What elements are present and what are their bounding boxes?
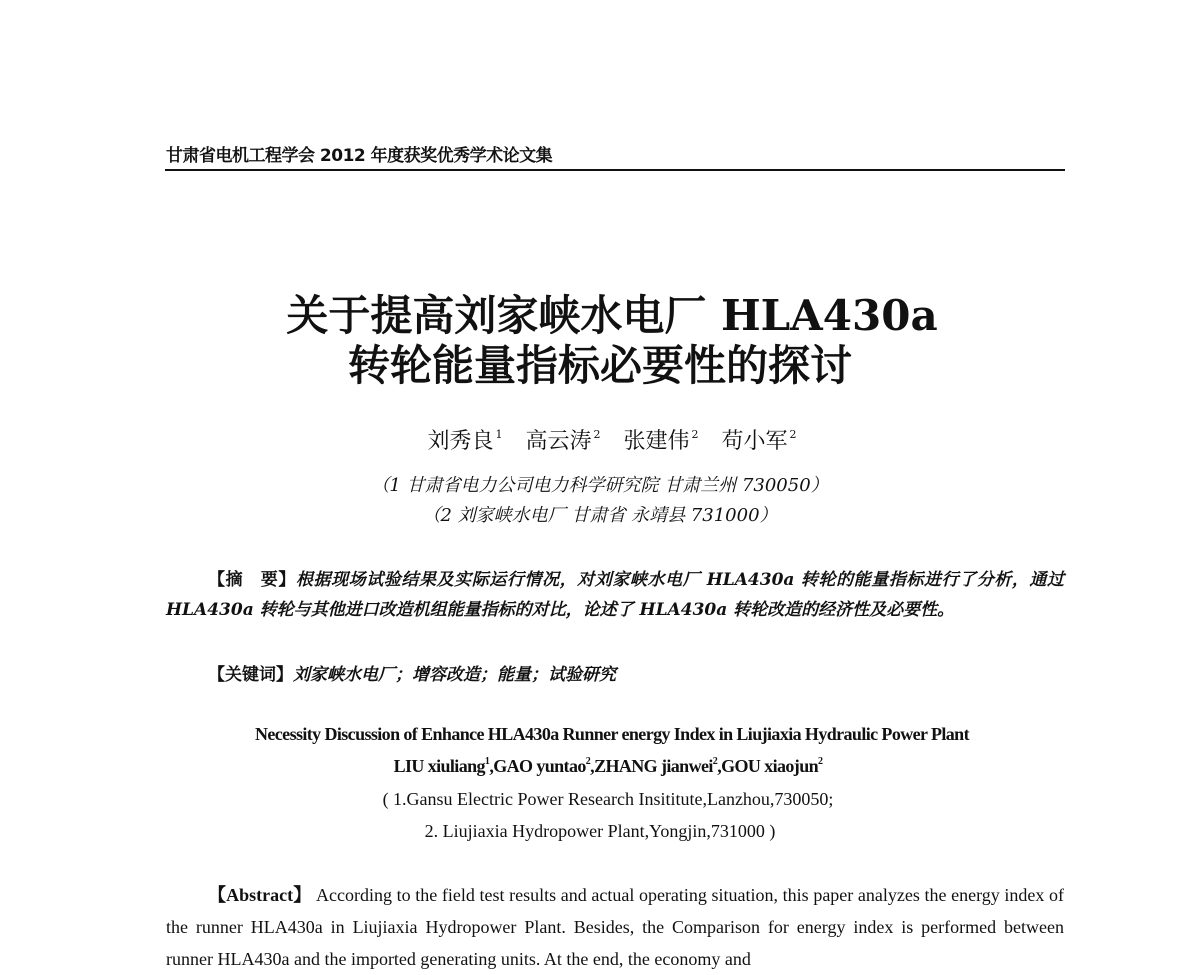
english-author-affil-mark: 2	[712, 756, 718, 767]
affiliation-2: （2 刘家峡水电厂 甘肃省 永靖县 731000）	[422, 505, 778, 526]
english-author-affil-mark: 2	[585, 756, 591, 767]
english-affiliation-2: 2. Liujiaxia Hydropower Plant,Yongjin,731000 )	[424, 821, 776, 841]
english-affiliation-1: ( 1.Gansu Electric Power Research Insititute,Lanzhou,730050;	[382, 789, 834, 809]
author-name: 高云涛	[525, 429, 592, 454]
author-affil-mark: 1	[495, 428, 503, 441]
author	[525, 429, 600, 454]
author-name: 苟小军	[721, 429, 788, 454]
english-author-name: LIU xiuliang	[393, 756, 485, 776]
english-abstract-label: 【Abstract】	[208, 885, 312, 905]
abstract-text: 根据现场试验结果及实际运行情况，对刘家峡水电厂 HLA430a 转轮的能量指标进行了分析，通过 HLA430a 转轮与其他进口改造机组能量指标的对比，论述了 HLA430a 转轮改造的经济性及必要性。	[166, 570, 1065, 620]
keywords-label: 【关键词】	[208, 665, 293, 685]
paper-title-line-2: 转轮能量指标必要性的探讨	[347, 341, 852, 390]
author-name: 张建伟	[623, 429, 690, 454]
chinese-abstract	[166, 565, 1064, 625]
affiliation-1: （1 甘肃省电力公司电力科学研究院 甘肃兰州 730050）	[371, 475, 829, 496]
english-abstract	[166, 879, 1064, 975]
author-affil-mark: 2	[789, 428, 797, 441]
author-affil-mark: 2	[593, 428, 601, 441]
english-author-affil-mark: 1	[484, 756, 490, 767]
english-author-name: GAO yuntao	[493, 756, 586, 776]
english-author-list: LIU xiuliang$^1$,GAO yuntao$^2$,ZHANG jianwei$^2$,GOU xiaojun$^2$	[393, 756, 823, 776]
english-author-name: GOU xiaojun	[721, 756, 819, 776]
english-author-name: ZHANG jianwei	[594, 756, 713, 776]
author	[427, 429, 502, 454]
abstract-label: 【摘 要】	[208, 570, 296, 590]
english-abstract-text: According to the field test results and actual operating situation, this paper analyzes the energy index of the runner HLA430a in Liujiaxia Hydropower Plant. Besides, the Comparison for energy index is performed between runner HLA430a and the imported generating units. At the end, the economy and	[166, 885, 1065, 969]
english-author-affil-mark: 2	[818, 756, 823, 767]
chinese-keywords	[166, 660, 1064, 690]
header-rule	[165, 169, 1065, 171]
author	[722, 429, 797, 454]
author-name: 刘秀良	[427, 429, 494, 454]
paper-title-line-1: 关于提高刘家峡水电厂 HLA430a	[286, 291, 938, 340]
author-affil-mark: 2	[691, 428, 699, 441]
english-title: Necessity Discussion of Enhance HLA430a Runner energy Index in Liujiaxia Hydraulic Power Plant	[255, 724, 969, 744]
author-list	[0, 424, 1200, 455]
keywords-text: 刘家峡水电厂；增容改造；能量；试验研究	[293, 665, 616, 685]
running-header: 甘肃省电机工程学会 2012 年度获奖优秀学术论文集	[166, 146, 553, 166]
author	[624, 429, 699, 454]
